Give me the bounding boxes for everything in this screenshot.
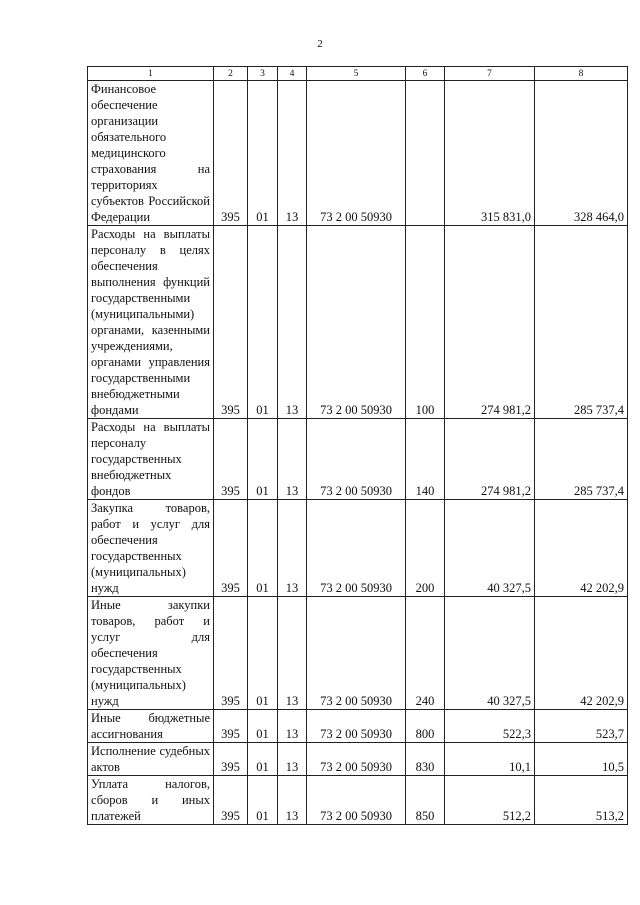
- column-header: 3: [248, 67, 278, 81]
- ministry-code: 395: [214, 743, 248, 776]
- ministry-code: 395: [214, 710, 248, 743]
- expense-type-code: 140: [406, 419, 445, 500]
- amount-year-2: 42 202,9: [535, 597, 628, 710]
- amount-year-1: 512,2: [445, 776, 535, 825]
- amount-year-1: 522,3: [445, 710, 535, 743]
- table-row: [88, 597, 628, 710]
- section-code: 01: [248, 226, 278, 419]
- column-number-header: [88, 67, 628, 81]
- section-code: 01: [248, 419, 278, 500]
- subsection-code: 13: [278, 226, 307, 419]
- amount-year-2: 285 737,4: [535, 419, 628, 500]
- target-article-code: 73 2 00 50930: [307, 710, 406, 743]
- expense-type-code: 850: [406, 776, 445, 825]
- subsection-code: 13: [278, 743, 307, 776]
- subsection-code: 13: [278, 710, 307, 743]
- amount-year-1: 40 327,5: [445, 500, 535, 597]
- table-row: [88, 710, 628, 743]
- row-name: Иные бюджетные ассигнования: [88, 710, 214, 743]
- target-article-code: 73 2 00 50930: [307, 226, 406, 419]
- column-header: 5: [307, 67, 406, 81]
- target-article-code: 73 2 00 50930: [307, 743, 406, 776]
- expense-type-code: 100: [406, 226, 445, 419]
- amount-year-1: 40 327,5: [445, 597, 535, 710]
- table-row: [88, 81, 628, 226]
- table-row: [88, 500, 628, 597]
- amount-year-1: 10,1: [445, 743, 535, 776]
- section-code: 01: [248, 710, 278, 743]
- ministry-code: 395: [214, 500, 248, 597]
- row-name: Уплата налогов, сборов и иных платежей: [88, 776, 214, 825]
- section-code: 01: [248, 81, 278, 226]
- column-header: 4: [278, 67, 307, 81]
- table-row: [88, 743, 628, 776]
- expense-type-code: 830: [406, 743, 445, 776]
- target-article-code: 73 2 00 50930: [307, 500, 406, 597]
- row-name: Исполнение судебных актов: [88, 743, 214, 776]
- column-header: 2: [214, 67, 248, 81]
- amount-year-2: 42 202,9: [535, 500, 628, 597]
- target-article-code: 73 2 00 50930: [307, 81, 406, 226]
- subsection-code: 13: [278, 776, 307, 825]
- ministry-code: 395: [214, 776, 248, 825]
- row-name: Закупка товаров, работ и услуг для обеспечения государственных (муниципальных) нужд: [88, 500, 214, 597]
- target-article-code: 73 2 00 50930: [307, 597, 406, 710]
- amount-year-2: 328 464,0: [535, 81, 628, 226]
- amount-year-2: 10,5: [535, 743, 628, 776]
- expense-type-code: 200: [406, 500, 445, 597]
- page-number: 2: [317, 38, 323, 50]
- table-row: [88, 419, 628, 500]
- section-code: 01: [248, 743, 278, 776]
- amount-year-2: 513,2: [535, 776, 628, 825]
- column-header: 1: [88, 67, 214, 81]
- amount-year-2: 285 737,4: [535, 226, 628, 419]
- budget-table: [87, 66, 628, 825]
- expense-type-code: 800: [406, 710, 445, 743]
- expense-type-code: 240: [406, 597, 445, 710]
- row-name: Расходы на выплаты персоналу государственных внебюджетных фондов: [88, 419, 214, 500]
- ministry-code: 395: [214, 226, 248, 419]
- row-name: Финансовое обеспечение организации обязательного медицинского страхования на территориях субъектов Российской Федерации: [88, 81, 214, 226]
- expense-type-code: [406, 81, 445, 226]
- section-code: 01: [248, 597, 278, 710]
- target-article-code: 73 2 00 50930: [307, 419, 406, 500]
- ministry-code: 395: [214, 81, 248, 226]
- subsection-code: 13: [278, 419, 307, 500]
- section-code: 01: [248, 776, 278, 825]
- row-name: Иные закупки товаров, работ и услуг для обеспечения государственных (муниципальных) нужд: [88, 597, 214, 710]
- amount-year-2: 523,7: [535, 710, 628, 743]
- amount-year-1: 315 831,0: [445, 81, 535, 226]
- ministry-code: 395: [214, 419, 248, 500]
- column-header: 7: [445, 67, 535, 81]
- row-name: Расходы на выплаты персоналу в целях обеспечения выполнения функций государственными (муниципальными) органами, казенными учреждениями, органами управления государственными внебюджетными фондами: [88, 226, 214, 419]
- subsection-code: 13: [278, 81, 307, 226]
- subsection-code: 13: [278, 597, 307, 710]
- target-article-code: 73 2 00 50930: [307, 776, 406, 825]
- amount-year-1: 274 981,2: [445, 226, 535, 419]
- table-row: [88, 226, 628, 419]
- section-code: 01: [248, 500, 278, 597]
- ministry-code: 395: [214, 597, 248, 710]
- table-row: [88, 776, 628, 825]
- subsection-code: 13: [278, 500, 307, 597]
- amount-year-1: 274 981,2: [445, 419, 535, 500]
- column-header: 8: [535, 67, 628, 81]
- column-header: 6: [406, 67, 445, 81]
